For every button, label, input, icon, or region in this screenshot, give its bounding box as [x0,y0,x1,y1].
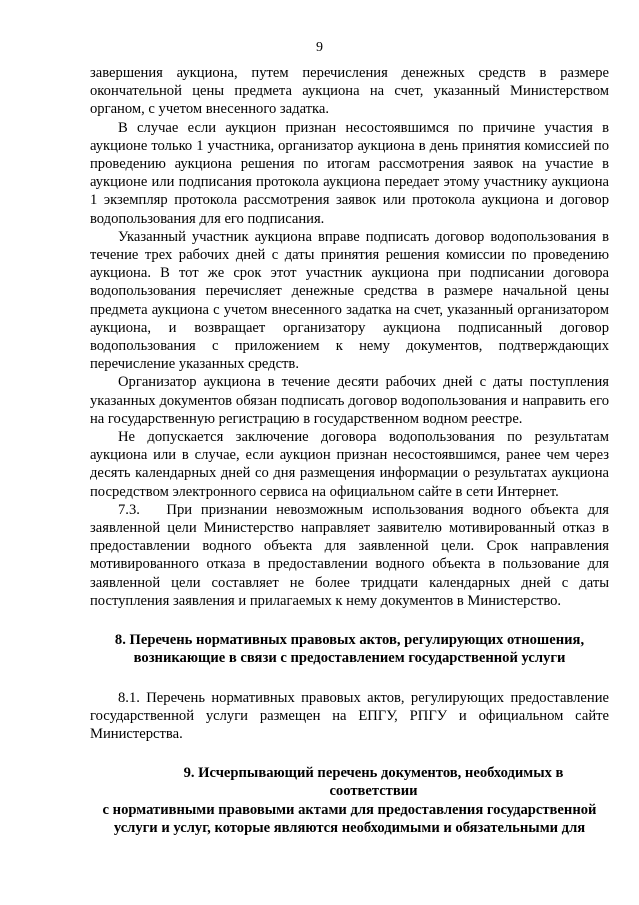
page-number: 9 [316,40,323,55]
section-9-heading [90,764,609,837]
paragraph-continuation: завершения аукциона, путем перечисления денежных средств в размере окончательной цены предмета аукциона на счет, указанный Министерством органом, с учетом внесенного задатка. [90,65,609,118]
section-8-heading: 8. Перечень нормативных правовых актов, регулирующих отношения, возникающие в связи с предоставлением государственной услуги [114,632,585,667]
paragraph-organizer-registration: Организатор аукциона в течение десяти рабочих дней с даты поступления указанных документов обязан подписать договор водопользования и направить его на государственную регистрацию в государственном водном реестре. [90,374,609,427]
paragraph-7-3: 7.3. При признании невозможным использования водного объекта для заявленной цели Министерство направляет заявителю мотивированный отказ в предоставлении водного объекта для заявленной цели. Срок направления мотивированного отказа в предоставлении водного объекта в пользование для заявленной цели составляет не более тридцати календарных дней с даты поступления заявления и прилагаемых к нему документов в Министерство. [90,501,613,609]
section-9-heading-line2: с нормативными правовыми актами для предоставления государственной услуги и услуг, которые являются необходимыми и обязательными для [102,801,597,836]
section-9-heading-line1: 9. Исчерпывающий перечень документов, необходимых в соответствии [183,765,564,800]
document-body [90,64,613,837]
paragraph-8-1: 8.1. Перечень нормативных правовых актов, регулирующих предоставление государственной услуги размещен на ЕПГУ, РПГУ и официальном сайте Министерства. [90,689,609,742]
paragraph-contract-restriction: Не допускается заключение договора водопользования по результатам аукциона или в случае, если аукцион признан несостоявшимся, ранее чем через десять календарных дней со дня размещения информации о результатах аукциона посредством электронного сервиса на официальном сайте в сети Интернет. [90,429,609,500]
paragraph-single-participant: В случае если аукцион признан несостоявшимся по причине участия в аукционе только 1 участника, организатор аукциона в день принятия комиссией по проведению аукциона решения по итогам рассмотрения заявок на участие в аукционе или подписания протокола аукциона передает этому участнику аукциона 1 экземпляр протокола рассмотрения заявок или протокола аукциона и договор водопользования для его подписания. [90,119,609,227]
paragraph-participant-signing: Указанный участник аукциона вправе подписать договор водопользования в течение трех рабочих дней с даты принятия решения комиссии по проведению аукциона. В тот же срок этот участник аукциона при подписании договора водопользования перечисляет денежные средства в размере начальной цены предмета аукциона с учетом внесенного задатка на счет, указанный организатором аукциона, и возвращает организатору аукциона подписанный договор водопользования с приложением к нему документов, подтверждающих перечисление указанных средств. [90,228,609,373]
